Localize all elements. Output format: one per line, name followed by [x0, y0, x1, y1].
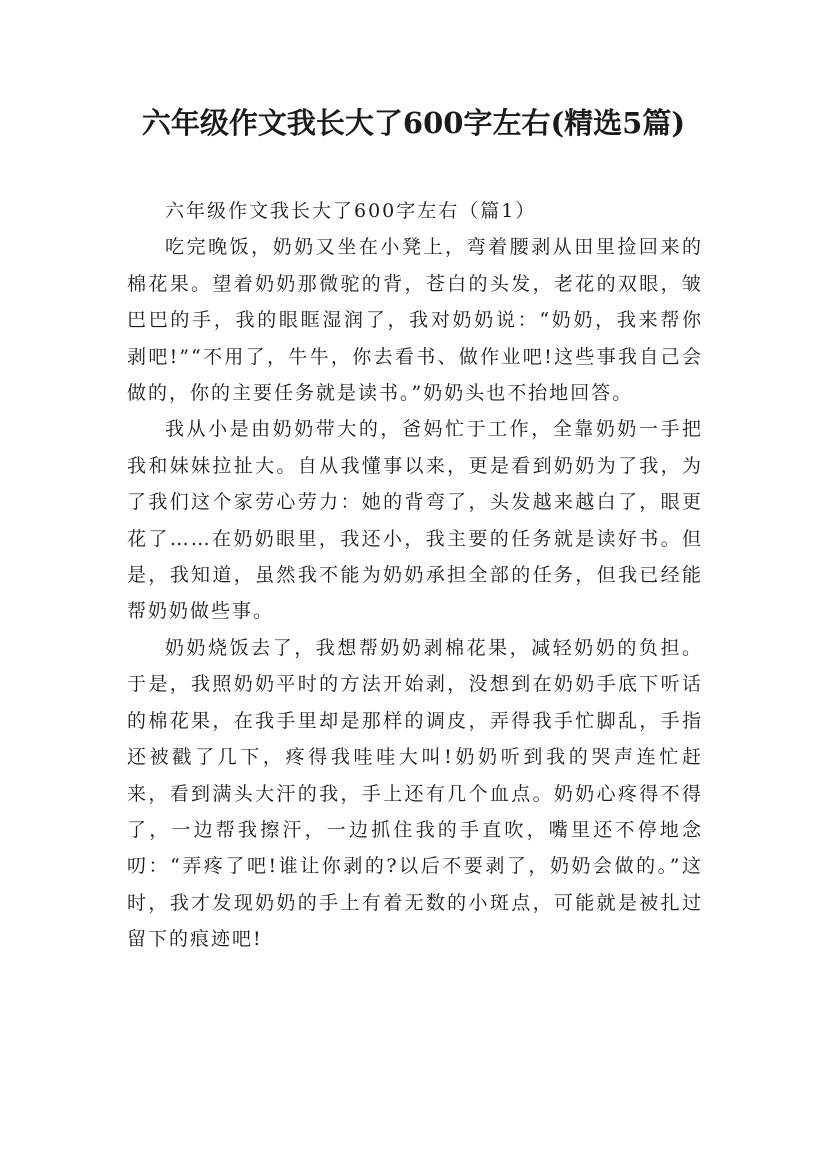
- document-body: [127, 193, 703, 958]
- section-heading: 六年级作文我长大了600字左右（篇1）: [165, 200, 537, 222]
- paragraph-1: 吃完晚饭，奶奶又坐在小凳上，弯着腰剥从田里捡回来的棉花果。望着奶奶那微驼的背，苍白的头发，老花的双眼，皱巴巴的手，我的眼眶湿润了，我对奶奶说：“奶奶，我来帮你剥吧!”“不用了，牛牛，你去看书、做作业吧!这些事我自己会做的，你的主要任务就是读书。”奶奶头也不抬地回答。: [127, 236, 703, 405]
- document-title: 六年级作文我长大了600字左右(精选5篇): [141, 106, 686, 140]
- paragraph-3: 奶奶烧饭去了，我想帮奶奶剥棉花果，减轻奶奶的负担。于是，我照奶奶平时的方法开始剥，没想到在奶奶手底下听话的棉花果，在我手里却是那样的调皮，弄得我手忙脚乱，手指还被戳了几下，疼得我哇哇大叫!奶奶听到我的哭声连忙赶来，看到满头大汗的我，手上还有几个血点。奶奶心疼得不得了，一边帮我擦汗，一边抓住我的手直吹，嘴里还不停地念叨：“弄疼了吧!谁让你剥的?以后不要剥了，奶奶会做的。”这时，我才发现奶奶的手上有着无数的小斑点，可能就是被扎过留下的痕迹吧!: [127, 636, 703, 951]
- paragraph-2: 我从小是由奶奶带大的，爸妈忙于工作，全靠奶奶一手把我和妹妹拉扯大。自从我懂事以来，更是看到奶奶为了我，为了我们这个家劳心劳力：她的背弯了，头发越来越白了，眼更花了……在奶奶眼里，我还小，我主要的任务就是读好书。但是，我知道，虽然我不能为奶奶承担全部的任务，但我已经能帮奶奶做些事。: [127, 418, 703, 623]
